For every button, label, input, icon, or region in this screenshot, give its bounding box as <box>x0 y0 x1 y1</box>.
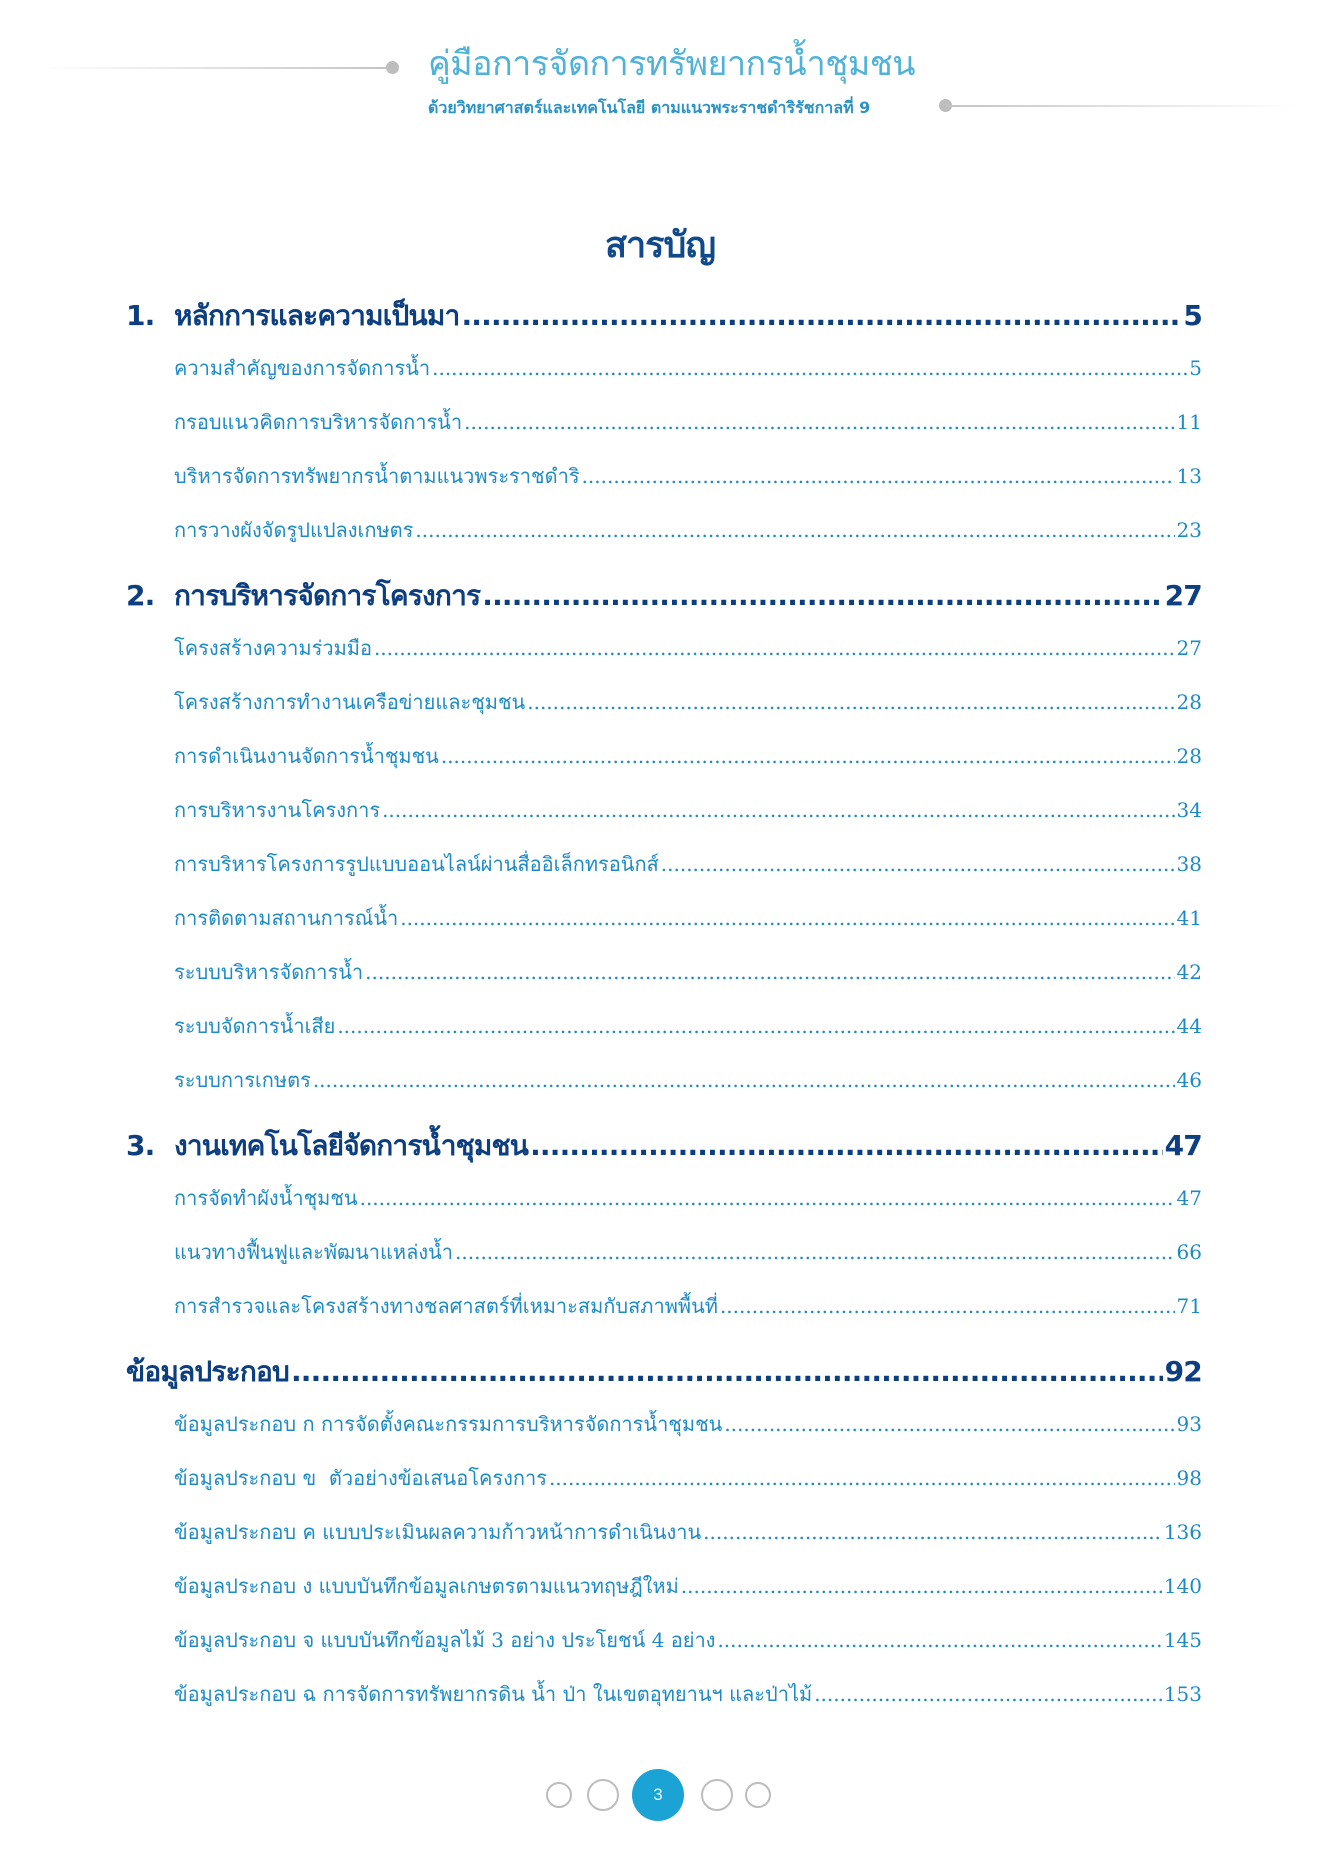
section-page: 47 <box>1164 1129 1202 1162</box>
toc-item[interactable] <box>126 1290 1202 1344</box>
toc-item[interactable] <box>126 406 1202 460</box>
pager-circle-inner-left[interactable] <box>587 1779 619 1811</box>
item-page: 5 <box>1189 356 1202 380</box>
section-page: 5 <box>1183 299 1202 332</box>
toc-item[interactable] <box>126 460 1202 514</box>
toc-section-1[interactable] <box>126 288 1202 344</box>
table-of-contents <box>126 288 1202 1732</box>
item-label: การวางผังจัดรูปแปลงเกษตร <box>174 518 414 542</box>
item-label: ข้อมูลประกอบ ค แบบประเมินผลความก้าวหน้าการดำเนินงาน <box>174 1520 702 1544</box>
dot-leader <box>717 1628 1161 1652</box>
toc-item[interactable] <box>126 1064 1202 1118</box>
dot-leader <box>365 960 1174 984</box>
dot-leader <box>703 1520 1162 1544</box>
dot-leader <box>464 410 1174 434</box>
item-page: 47 <box>1176 1186 1202 1210</box>
item-label: ระบบจัดการน้ำเสีย <box>174 1014 336 1038</box>
header-subtitle: ด้วยวิทยาศาสตร์และเทคโนโลยี ตามแนวพระราชดำริรัชกาลที่ 9 <box>428 98 871 117</box>
item-page: 34 <box>1176 798 1202 822</box>
section-number: 2. <box>126 579 155 612</box>
item-page: 13 <box>1176 464 1202 488</box>
item-page: 71 <box>1176 1294 1202 1318</box>
item-label: การบริหารงานโครงการ <box>174 798 381 822</box>
item-page: 23 <box>1176 518 1202 542</box>
dot-leader <box>374 636 1175 660</box>
pager-current-page[interactable]: 3 <box>632 1769 684 1821</box>
dot-leader <box>291 1355 1163 1388</box>
header-dot-left <box>386 61 399 74</box>
toc-title: สารบัญ <box>604 225 716 266</box>
item-label: ข้อมูลประกอบ ข ตัวอย่างข้อเสนอโครงการ <box>174 1466 547 1490</box>
toc-item[interactable] <box>126 352 1202 406</box>
dot-leader <box>661 852 1175 876</box>
toc-item[interactable] <box>126 1010 1202 1064</box>
section-label: หลักการและความเป็นมา <box>174 299 460 332</box>
section-label: การบริหารจัดการโครงการ <box>174 579 481 612</box>
section-number: 3. <box>126 1129 155 1162</box>
dot-leader <box>720 1294 1175 1318</box>
item-page: 41 <box>1176 906 1202 930</box>
item-page: 44 <box>1176 1014 1202 1038</box>
item-page: 140 <box>1163 1574 1202 1598</box>
toc-item[interactable] <box>126 956 1202 1010</box>
pager-circle-inner-right[interactable] <box>701 1779 733 1811</box>
toc-item[interactable] <box>126 632 1202 686</box>
item-page: 11 <box>1176 410 1202 434</box>
dot-leader <box>681 1574 1162 1598</box>
item-label: ข้อมูลประกอบ จ แบบบันทึกข้อมูลไม้ 3 อย่าง ประโยชน์ 4 อย่าง <box>174 1628 716 1652</box>
dot-leader <box>482 579 1162 612</box>
header-rule-left <box>38 67 386 69</box>
header-rule-right <box>946 105 1300 107</box>
section-number: 1. <box>126 299 155 332</box>
item-label: กรอบแนวคิดการบริหารจัดการน้ำ <box>174 410 463 434</box>
toc-item[interactable] <box>126 1570 1202 1624</box>
dot-leader <box>530 1129 1163 1162</box>
toc-item[interactable] <box>126 1516 1202 1570</box>
section-label: งานเทคโนโลยีจัดการน้ำชุมชน <box>174 1129 529 1162</box>
toc-item[interactable] <box>126 848 1202 902</box>
item-label: โครงสร้างการทำงานเครือข่ายและชุมชน <box>174 690 526 714</box>
toc-item[interactable] <box>126 686 1202 740</box>
item-page: 153 <box>1163 1682 1202 1706</box>
item-page: 28 <box>1176 744 1202 768</box>
toc-section-3[interactable] <box>126 1118 1202 1174</box>
section-label: ข้อมูลประกอบ <box>126 1355 289 1388</box>
pager-circle-outer-right[interactable] <box>745 1782 771 1808</box>
dot-leader <box>382 798 1174 822</box>
dot-leader <box>724 1412 1174 1436</box>
dot-leader <box>432 356 1187 380</box>
item-label: การจัดทำผังน้ำชุมชน <box>174 1186 358 1210</box>
dot-leader <box>527 690 1174 714</box>
item-label: ความสำคัญของการจัดการน้ำ <box>174 356 431 380</box>
item-label: โครงสร้างความร่วมมือ <box>174 636 372 660</box>
item-label: การบริหารโครงการรูปแบบออนไลน์ผ่านสื่ออิเล็กทรอนิกส์ <box>174 852 659 876</box>
toc-item[interactable] <box>126 1182 1202 1236</box>
dot-leader <box>461 299 1181 332</box>
toc-item[interactable] <box>126 1624 1202 1678</box>
toc-item[interactable] <box>126 1408 1202 1462</box>
dot-leader <box>582 464 1175 488</box>
section-page: 27 <box>1164 579 1202 612</box>
dot-leader <box>441 744 1175 768</box>
item-page: 42 <box>1176 960 1202 984</box>
item-label: ข้อมูลประกอบ ฉ การจัดการทรัพยากรดิน น้ำ ป่า ในเขตอุทยานฯ และป่าไม้ <box>174 1682 813 1706</box>
item-page: 145 <box>1163 1628 1202 1652</box>
item-label: ระบบการเกษตร <box>174 1068 311 1092</box>
item-label: การติดตามสถานการณ์น้ำ <box>174 906 399 930</box>
dot-leader <box>337 1014 1174 1038</box>
toc-item[interactable] <box>126 1678 1202 1732</box>
dot-leader <box>455 1240 1175 1264</box>
item-label: ข้อมูลประกอบ ก การจัดตั้งคณะกรรมการบริหารจัดการน้ำชุมชน <box>174 1412 723 1436</box>
item-page: 93 <box>1176 1412 1202 1436</box>
item-label: การสำรวจและโครงสร้างทางชลศาสตร์ที่เหมาะสมกับสภาพพื้นที่ <box>174 1294 718 1318</box>
item-label: การดำเนินงานจัดการน้ำชุมชน <box>174 744 439 768</box>
dot-leader <box>313 1068 1175 1092</box>
dot-leader <box>400 906 1174 930</box>
item-page: 46 <box>1176 1068 1202 1092</box>
item-page: 38 <box>1176 852 1202 876</box>
toc-item[interactable] <box>126 1236 1202 1290</box>
toc-section-appendix[interactable] <box>126 1344 1202 1400</box>
toc-item[interactable] <box>126 902 1202 956</box>
item-label: ข้อมูลประกอบ ง แบบบันทึกข้อมูลเกษตรตามแนวทฤษฎีใหม่ <box>174 1574 679 1598</box>
item-label: แนวทางฟื้นฟูและพัฒนาแหล่งน้ำ <box>174 1240 454 1264</box>
item-page: 66 <box>1176 1240 1202 1264</box>
pager-circle-outer-left[interactable] <box>546 1782 572 1808</box>
toc-item[interactable] <box>126 794 1202 848</box>
section-page: 92 <box>1164 1355 1202 1388</box>
dot-leader <box>415 518 1174 542</box>
item-label: บริหารจัดการทรัพยากรน้ำตามแนวพระราชดำริ <box>174 464 580 488</box>
dot-leader <box>360 1186 1175 1210</box>
toc-item[interactable] <box>126 1462 1202 1516</box>
header-title: คู่มือการจัดการทรัพยากรน้ำชุมชน <box>428 44 916 84</box>
item-page: 27 <box>1176 636 1202 660</box>
item-page: 98 <box>1176 1466 1202 1490</box>
item-label: ระบบบริหารจัดการน้ำ <box>174 960 364 984</box>
toc-section-2[interactable] <box>126 568 1202 624</box>
dot-leader <box>549 1466 1175 1490</box>
item-page: 28 <box>1176 690 1202 714</box>
page-indicator <box>546 1766 786 1824</box>
dot-leader <box>814 1682 1162 1706</box>
item-page: 136 <box>1163 1520 1202 1544</box>
toc-item[interactable] <box>126 740 1202 794</box>
toc-item[interactable] <box>126 514 1202 568</box>
